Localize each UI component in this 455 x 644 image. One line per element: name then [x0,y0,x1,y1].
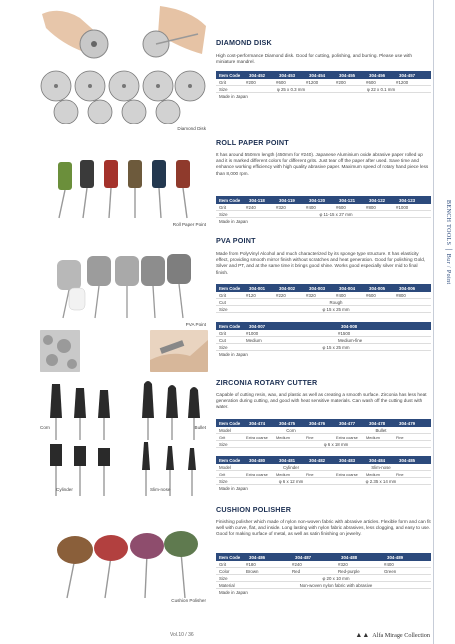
zirconia-usage-photo [150,330,208,372]
table-row: Size φ 6 x 12 mm φ 2.35 x 14 mm [216,478,431,485]
roll-paper-point-title: ROLL PAPER POINT [216,138,289,147]
table-row: Size φ 25 x 0.3 mm φ 22 x 0.1 mm [216,86,431,93]
table-header: Item Code 304-007 304-008 [216,322,431,330]
table-header: Item Code 304-480 304-481 304-482 304-483 304-484 304-485 [216,456,431,464]
cushion-polisher-title: CUSHION POLISHER [216,505,292,514]
table-row: Size φ 6 x 18 mm [216,441,431,448]
table-row: Size φ 11-15 x 27 mm [216,211,431,218]
zirconia-table-1 [216,419,431,448]
page-footer [170,630,430,640]
table-row: Grit #180 #240 #320 #400 [216,561,431,568]
caption-cushion-polisher: Cushion Polisher [171,598,206,603]
table-row: Grit #240 #320 #400 #600 #800 #1000 [216,204,431,211]
caption-roll-paper-point: Roll Paper Point [172,222,206,227]
table-row: Grit #120 #220 #320 #400 #600 #800 [216,292,431,299]
zirconia-cutter-title: ZIRCONIA ROTARY CUTTER [216,378,318,387]
diamond-disk-desc: High cost-performance Diamond disk. Good for cutting, polishing, and burring. Please use with miniature mandrel. [216,53,412,65]
table-header: Item Code 304-474 304-475 304-476 304-477 304-478 304-479 [216,419,431,427]
made-in-note: Made in Japan [219,94,248,99]
diamond-disk-photo-2 [130,4,208,62]
cushion-polisher-photo [55,530,205,600]
pva-point-title: PVA POINT [216,236,256,245]
brand-name: Alfa Mirage Collection [372,631,430,639]
pva-point-table-1 [216,284,431,313]
diamond-disk-table [216,71,431,100]
pva-point-photo [55,250,205,320]
caption-cylinder: Cylinder [56,487,73,492]
caption-slim-nose: Slim-nose [150,487,171,492]
table-row: Material Non-woven nylon fabric with abrasive [216,582,431,589]
zirconia-cutter-desc: Capable of cutting resin, wax, and plastic as well as creating a smooth surface. Zirconia has less heat generation during cutting, and good with heat sensitive materials. Can wash off the cutting dust with water. [216,392,427,410]
table-row: Size φ 15 x 25 mm [216,344,431,351]
made-in-note: Made in Japan [219,590,248,595]
table-row: Model Corn Bullet [216,427,431,434]
cushion-polisher-desc: Finishing polisher which made of nylon non-woven fabric with abrasive articles. Flexible form and can fit well with curve, flat, and inside. Long lasting with nylon fabric abrasives, less clogging, and easy to use. Good for making surface of metal, as well as satin finishing on jewelry. [216,519,431,537]
side-tab-label: BENCH TOOLS │ Bur / Point [445,200,451,285]
diamond-disk-title: DIAMOND DISK [216,38,272,47]
table-header: Item Code 304-486 304-487 304-488 304-489 [216,553,431,561]
table-row: Cut Medium Medium-fine [216,337,431,344]
made-in-note: Made in Japan [219,486,248,491]
made-in-note: Made in Japan [219,219,248,224]
caption-bullet: Bullet [194,425,206,430]
brand-logo [355,631,430,639]
caption-diamond-disk: Diamond Disk [177,126,206,131]
table-header: Item Code 304-118 304-119 304-120 304-121 304-122 304-123 [216,196,431,204]
table-row: Model Cylinder Slim-nose [216,464,431,471]
table-row: Color Brown Red Red-purple Green [216,568,431,575]
table-row: Grit #1000 #1500 [216,330,431,337]
caption-pva-point: PVA Point [185,322,206,327]
made-in-note: Made in Japan [219,352,248,357]
roll-paper-point-photo [55,150,205,220]
cushion-polisher-table [216,553,431,596]
zirconia-closeup-photo [40,330,80,372]
table-row: Grit #200 #600 #1200 #200 #600 #1200 [216,79,431,86]
brand-mark-icon: ▲▲ [355,631,370,639]
table-row: Cut Rough [216,299,431,306]
caption-corn: Corn [40,425,50,430]
table-row: Grit Extra coarse Medium Fine Extra coarse Medium Fine [216,471,431,478]
zirconia-table-2 [216,456,431,492]
table-row: Size φ 20 x 10 mm [216,575,431,582]
product-photos [0,0,210,644]
diamond-disk-row [38,66,208,124]
roll-paper-point-table [216,196,431,225]
pva-point-desc: Made from PolyVinyl Alcohol and much characterized by its sponge type structure. It has elasticity effect, providing smooth mirror finish without scratches and heat generation. Good for polishing Gold, Silver and PT, and at the same time it brings good shine. Works good especially silver mid to final finish. [216,251,426,275]
table-row: Grit Extra coarse Medium Fine Extra coarse Medium Fine [216,434,431,441]
table-header: Item Code 304-001 304-002 304-003 304-004 304-005 304-006 [216,284,431,292]
diamond-disk-photo-1 [40,4,120,62]
product-content [216,0,432,644]
pva-point-table-2 [216,322,431,358]
table-row: Size φ 15 x 25 mm [216,306,431,313]
roll-paper-point-desc: It has around 550mm length (450mm for #240). Japanese Aluminium oxide abrasive paper rolled up and it is marked different colors for different grits. Just tear off the paper after used. Save time and enhance working efficiency with high quality abrasive paper. Maximum speed of rotary hand piece less than 8,000 rpm. [216,152,429,176]
page-number: Vol.10 / 36 [170,632,194,638]
table-header: Item Code 304-452 304-453 304-454 304-455 304-456 304-457 [216,71,431,79]
